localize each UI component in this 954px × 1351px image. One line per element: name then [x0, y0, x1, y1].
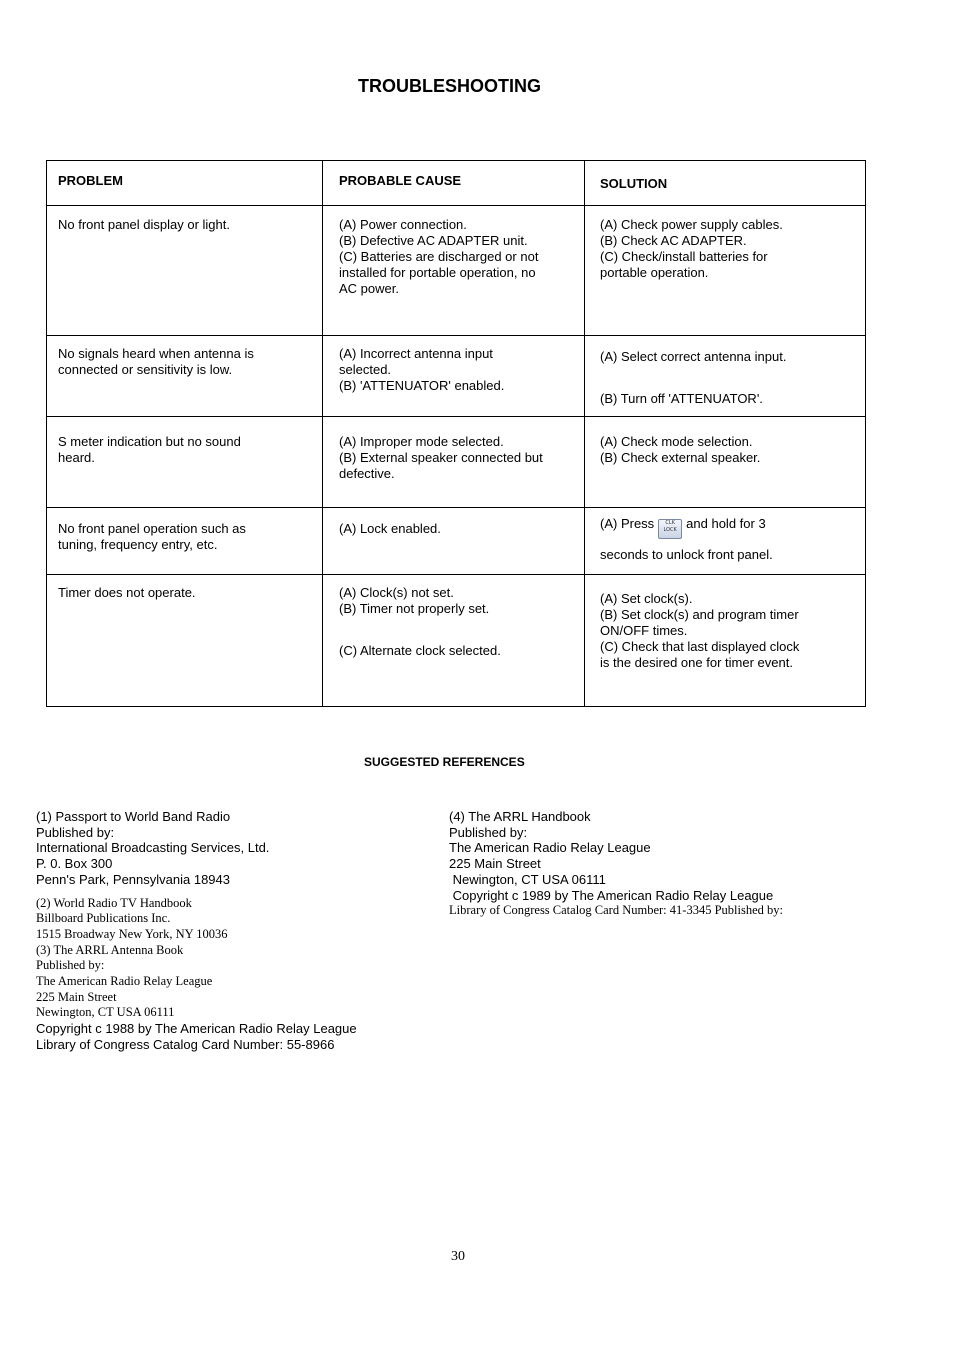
solution-cell: [585, 508, 866, 575]
solution-text: ON/OFF times.: [600, 623, 688, 638]
solution-text: (B) Check AC ADAPTER.: [600, 233, 747, 248]
problem-text: S meter indication but no sound: [58, 434, 241, 449]
page-number: 30: [451, 1249, 465, 1264]
table-row: [47, 575, 866, 707]
header-cause: [323, 161, 585, 206]
problem-text: connected or sensitivity is low.: [58, 362, 233, 377]
cause-cell: [323, 336, 585, 417]
solution-text: (A) Set clock(s).: [600, 591, 693, 606]
header-label: PROBABLE CAUSE: [339, 173, 462, 188]
solution-cell: [585, 336, 866, 417]
cause-cell: [323, 508, 585, 575]
table-row: [47, 206, 866, 336]
clk-lock-key-icon: [658, 519, 682, 539]
cause-text: (A) Improper mode selected.: [339, 434, 504, 449]
references-title: SUGGESTED REFERENCES: [364, 755, 525, 769]
lock-key-label: CLK: [665, 520, 675, 526]
solution-text: is the desired one for timer event.: [600, 655, 793, 670]
header-label: PROBLEM: [58, 173, 123, 188]
problem-cell: [47, 336, 323, 417]
header-problem: [47, 161, 323, 206]
table-row: [47, 508, 866, 575]
reference-line: Published by:: [36, 958, 105, 973]
reference-line: Newington, CT USA 06111: [449, 871, 606, 887]
reference-line: The American Radio Relay League: [36, 974, 213, 989]
problem-cell: [47, 508, 323, 575]
cause-text: (C) Batteries are discharged or not: [339, 249, 539, 264]
table-row: [47, 336, 866, 417]
problem-text: heard.: [58, 450, 95, 465]
reference-line: International Broadcasting Services, Ltd.: [36, 840, 270, 856]
reference-line: Library of Congress Catalog Card Number: 55-8966: [36, 1036, 335, 1052]
reference-line: Library of Congress Catalog Card Number: 41-3345 Published by:: [449, 903, 783, 918]
problem-text: No front panel display or light.: [58, 217, 230, 232]
solution-text: (C) Check that last displayed clock: [600, 639, 800, 654]
problem-text: No signals heard when antenna is: [58, 346, 254, 361]
table-row: [47, 417, 866, 508]
cause-text: (B) External speaker connected but: [339, 450, 543, 465]
solution-text: (B) Turn off 'ATTENUATOR'.: [600, 391, 763, 406]
reference-line: The American Radio Relay League: [449, 840, 651, 856]
cause-text: (B) 'ATTENUATOR' enabled.: [339, 378, 505, 393]
solution-text: portable operation.: [600, 265, 709, 280]
reference-line: Published by:: [449, 824, 528, 840]
reference-line: (4) The ARRL Handbook: [449, 809, 591, 824]
cause-text: selected.: [339, 362, 392, 377]
reference-line: 225 Main Street: [36, 989, 117, 1004]
table-header-row: [47, 161, 866, 206]
reference-line: Newington, CT USA 06111: [36, 1005, 175, 1020]
cause-cell: [323, 206, 585, 336]
reference-line: (1) Passport to World Band Radio: [36, 809, 231, 824]
solution-text: (A) Select correct antenna input.: [600, 349, 787, 364]
solution-cell: [585, 206, 866, 336]
cause-text: (A) Power connection.: [339, 217, 467, 232]
reference-line: Published by:: [36, 824, 115, 840]
reference-line: 225 Main Street: [449, 856, 541, 872]
problem-text: Timer does not operate.: [58, 585, 196, 600]
cause-text: (B) Defective AC ADAPTER unit.: [339, 233, 528, 248]
solution-text: (A) Check power supply cables.: [600, 217, 783, 232]
cause-cell: [323, 575, 585, 707]
cause-text: (A) Lock enabled.: [339, 521, 441, 536]
solution-cell: [585, 575, 866, 707]
reference-line: (2) World Radio TV Handbook: [36, 895, 192, 910]
solution-text: (B) Check external speaker.: [600, 450, 761, 465]
page-title: TROUBLESHOOTING: [358, 76, 541, 96]
reference-line: P. 0. Box 300: [36, 856, 113, 872]
reference-line: 1515 Broadway New York, NY 10036: [36, 926, 228, 941]
reference-line: Billboard Publications Inc.: [36, 911, 171, 926]
cause-text: (A) Incorrect antenna input: [339, 346, 493, 361]
problem-cell: [47, 206, 323, 336]
solution-text-hold: and hold for 3: [686, 516, 766, 531]
solution-text: seconds to unlock front panel.: [600, 547, 773, 562]
solution-text-press: (A) Press: [600, 516, 655, 531]
header-label: SOLUTION: [600, 176, 668, 191]
cause-cell: [323, 417, 585, 508]
solution-text: (B) Set clock(s) and program timer: [600, 607, 799, 622]
reference-line: Copyright c 1988 by The American Radio Relay League: [36, 1021, 357, 1037]
references-right-column: [449, 809, 783, 919]
cause-text: defective.: [339, 466, 395, 481]
problem-text: No front panel operation such as: [58, 521, 246, 536]
solution-cell: [585, 417, 866, 508]
cause-text: (A) Clock(s) not set.: [339, 585, 454, 600]
solution-text: (A) Check mode selection.: [600, 434, 753, 449]
troubleshooting-table: [46, 160, 866, 707]
reference-line: Penn's Park, Pennsylvania 18943: [36, 871, 230, 887]
lock-key-label: LOCK: [663, 527, 677, 533]
cause-text: installed for portable operation, no: [339, 265, 536, 280]
reference-line: Copyright c 1989 by The American Radio Relay League: [449, 887, 774, 903]
cause-text: AC power.: [339, 281, 399, 296]
header-solution: [585, 161, 866, 206]
problem-text: tuning, frequency entry, etc.: [58, 537, 218, 552]
solution-text: [600, 516, 855, 539]
cause-text: (C) Alternate clock selected.: [339, 643, 501, 658]
cause-text: (B) Timer not properly set.: [339, 601, 490, 616]
problem-cell: [47, 575, 323, 707]
solution-text: (C) Check/install batteries for: [600, 249, 768, 264]
reference-line: (3) The ARRL Antenna Book: [36, 942, 184, 957]
problem-cell: [47, 417, 323, 508]
references-left-column: [36, 809, 357, 1053]
